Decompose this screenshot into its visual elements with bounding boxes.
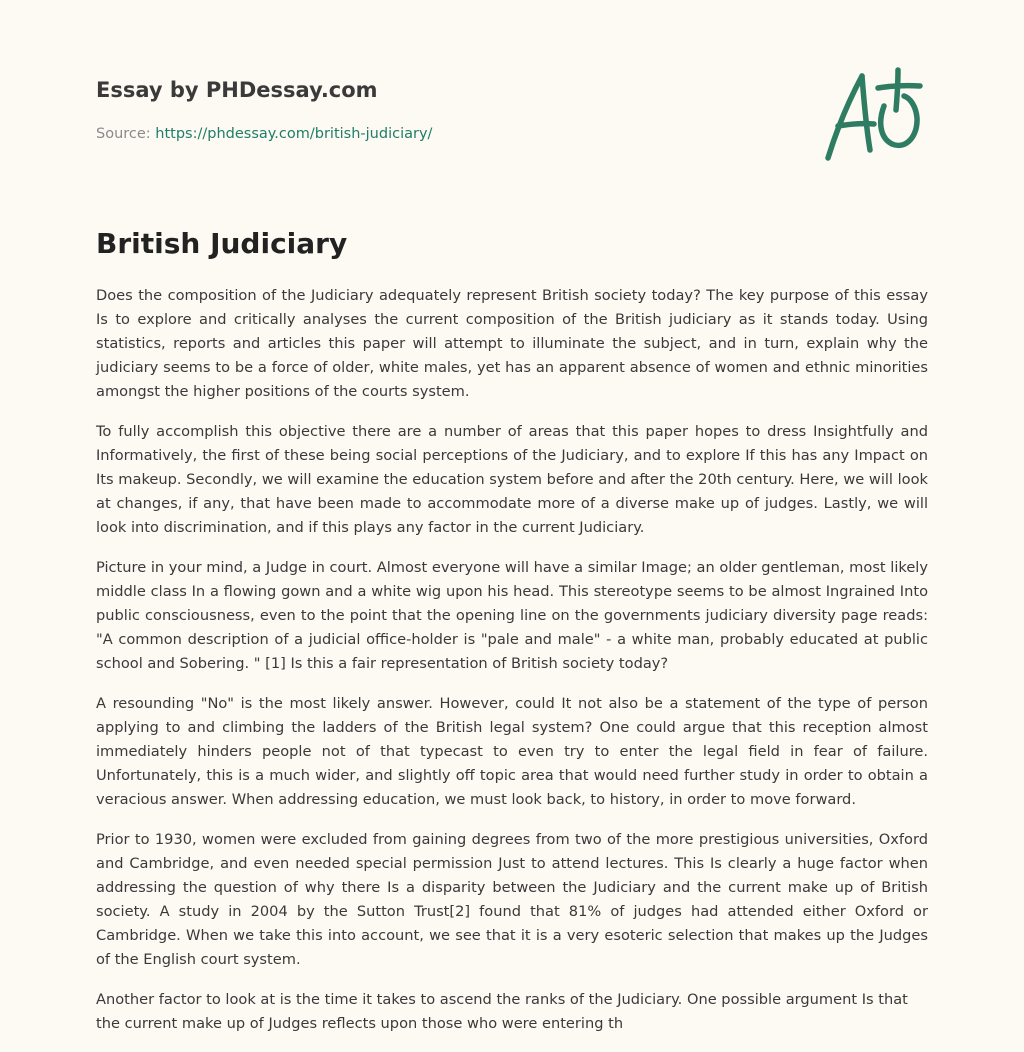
essay-paragraph: Picture in your mind, a Judge in court. Almost everyone will have a similar Image; an older gentleman, most likely middle class In a flowing gown and a white wig upon his head. This stereotype seems to be almost Ingrained Into public consciousness, even to the point that the opening line on the governments judiciary diversity page reads: "A common description of a judicial office-holder is "pale and male" - a white man, probably educated at public school and Sobering. " [1] Is this a fair representation of British society today? bbox=[96, 559, 928, 672]
essay-paragraph: Another factor to look at is the time it takes to ascend the ranks of the Judiciary. One possible argument Is that the current make up of Judges reflects upon those who were entering th bbox=[96, 991, 908, 1032]
a-plus-grade-icon bbox=[818, 66, 930, 166]
essay-paragraph: Does the composition of the Judiciary adequately represent British society today? The key purpose of this essay Is to explore and critically analyses the current composition of the British judiciary as it stands today. Using statistics, reports and articles this paper will attempt to illuminate the subject, and in turn, explain why the judiciary seems to be a force of older, white males, yet has an apparent absence of women and ethnic minorities amongst the higher positions of the courts system. bbox=[96, 287, 928, 400]
source-link[interactable]: https://phdessay.com/british-judiciary/ bbox=[155, 126, 433, 142]
essay-header bbox=[96, 76, 796, 144]
essay-paragraph: Prior to 1930, women were excluded from gaining degrees from two of the more prestigious universities, Oxford and Cambridge, and even needed special permission Just to attend lectures. This Is clearly a huge factor when addressing the question of why there Is a disparity between the Judiciary and the current make up of British society. A study in 2004 by the Sutton Trust[2] found that 81% of judges had attended either Oxford or Cambridge. When we take this into account, we see that it is a very esoteric selection that makes up the Judges of the English court system. bbox=[96, 831, 928, 968]
essay-paragraph: To fully accomplish this objective there are a number of areas that this paper hopes to dress Insightfully and Informatively, the first of these being social perceptions of the Judiciary, and to explore If this has any Impact on Its makeup. Secondly, we will examine the education system before and after the 20th century. Here, we will look at changes, if any, that have been made to accommodate more of a diverse make up of judges. Lastly, we will look into discrimination, and if this plays any factor in the current Judiciary. bbox=[96, 423, 928, 536]
essay-title: British Judiciary bbox=[96, 227, 348, 260]
source-line bbox=[96, 124, 796, 144]
source-label: Source: bbox=[96, 126, 156, 142]
essay-paragraph: A resounding "No" is the most likely answer. However, could It not also be a statement of the type of person applying to and climbing the ladders of the British legal system? One could argue that this reception almost immediately hinders people not of that typecast to even try to enter the legal field in fear of failure. Unfortunately, this is a much wider, and slightly off topic area that would need further study in order to obtain a veracious answer. When addressing education, we must look back, to history, in order to move forward. bbox=[96, 695, 928, 808]
essay-body bbox=[96, 284, 928, 1052]
brand-title: Essay by PHDessay.com bbox=[96, 78, 378, 102]
